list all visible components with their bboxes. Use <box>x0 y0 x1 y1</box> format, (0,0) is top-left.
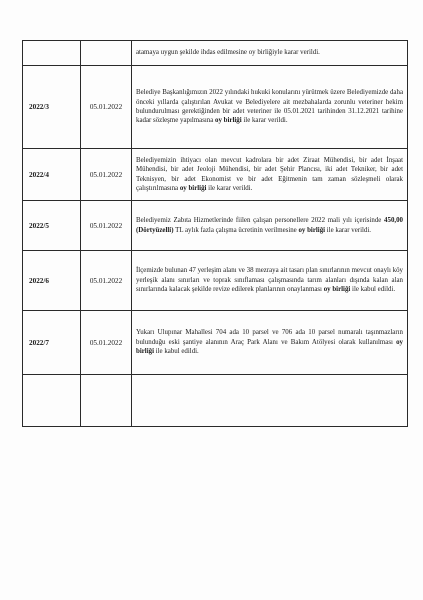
decision-text-run: ile karar verildi. <box>325 226 371 234</box>
decision-text-run: atamaya uygun şekilde ihdas edilmesine oy birliğiyle karar verildi. <box>136 49 320 57</box>
decision-date-cell: 05.01.2022 <box>81 66 132 149</box>
decision-text-run: ile kabul edildi. <box>154 348 199 356</box>
decision-text-cell <box>132 41 408 66</box>
decision-text-emphasis: oy birliği <box>136 338 403 356</box>
decision-text <box>136 266 403 294</box>
table-row <box>23 375 408 427</box>
decision-text <box>136 48 403 57</box>
decision-text-run: TL aylık fazla çalışma ücretinin verilmesine <box>173 226 299 234</box>
decision-date-cell <box>81 375 132 427</box>
decision-number-cell: 2022/3 <box>23 66 81 149</box>
decision-text-cell <box>132 66 408 149</box>
decision-text-cell <box>132 201 408 251</box>
decision-number-cell: 2022/7 <box>23 311 81 375</box>
decision-text-run: Belediyemizin ihtiyacı olan mevcut kadrolara bir adet Ziraat Mühendisi, bir adet İnşaat Mühendisi, bir adet Jeoloji Mühendisi, bir adet Şehir Plancısı, iki adet Tekniker, bir adet Teknisyen, bir adet Ekonomist ve bir adet Eğitmenin tam zaman sözleşmeli olarak çalıştırılmasına <box>136 156 403 192</box>
table-row <box>23 149 408 201</box>
decision-text <box>136 216 403 235</box>
decision-date-cell: 05.01.2022 <box>81 149 132 201</box>
decision-date-cell: 05.01.2022 <box>81 201 132 251</box>
decision-text-cell <box>132 311 408 375</box>
decision-text <box>136 88 403 126</box>
decision-text-cell <box>132 251 408 311</box>
decision-date-cell: 05.01.2022 <box>81 251 132 311</box>
decision-text-run: Belediyemiz Zabıta Hizmetlerinde fiilen çalışan personellere 2022 mali yılı içerisinde <box>136 217 385 225</box>
table-row <box>23 66 408 149</box>
decision-date-cell <box>81 41 132 66</box>
decision-text-run: Belediye Başkanlığımızın 2022 yılındaki hukuki konularını yürütmek üzere Belediyemizde daha önceki yıllarda çalıştırılan Avukat ve Belediyelere ait mezbahalarda zorunlu veteriner hekim bulundurulması gerektiğinden bir adet veteriner ile 05.01.2021 tarihinden 31.12.2021 tarihine kadar sözleşme yapılmasına <box>136 89 403 125</box>
decision-number-cell <box>23 41 81 66</box>
decision-text-emphasis: oy birliği <box>179 184 207 192</box>
decision-number-cell: 2022/4 <box>23 149 81 201</box>
decision-date-cell: 05.01.2022 <box>81 311 132 375</box>
table-row <box>23 251 408 311</box>
decision-text-cell <box>132 149 408 201</box>
decision-number-cell: 2022/6 <box>23 251 81 311</box>
decision-text-run: ile karar verildi. <box>241 117 288 125</box>
decision-text-emphasis: 450,00 (Dörtyüzelli) <box>136 217 403 234</box>
decision-text <box>136 328 403 356</box>
council-decisions-table <box>22 40 408 427</box>
table-row <box>23 311 408 375</box>
table-row <box>23 41 408 66</box>
decision-number-cell <box>23 375 81 427</box>
decision-text-run: İlçemizde bulunan 47 yerleşim alanı ve 38 mezraya ait tasarı plan sınırlarının mevcut onaylı köy yerleşik alanı sınırları ve toprak sınıflaması çalışmasında tarım alanları dışında kalan alan sınırlarında kalacak şekilde revize edilerek planlarının onaylanması <box>136 267 403 294</box>
table-row <box>23 201 408 251</box>
decision-text-cell <box>132 375 408 427</box>
decision-text-run: ile karar verildi. <box>206 184 253 192</box>
decision-number-cell: 2022/5 <box>23 201 81 251</box>
decision-text <box>136 156 403 194</box>
decision-text-emphasis: oy birliği <box>323 286 351 294</box>
decision-text-emphasis: oy birliği <box>298 226 326 234</box>
decision-text-emphasis: oy birliği <box>215 117 242 125</box>
decisions-table-body <box>23 41 408 427</box>
decision-text-run: ile kabul edildi. <box>350 286 396 294</box>
decision-text-run: Yukarı Ulupınar Mahallesi 704 ada 10 parsel ve 706 ada 10 parsel numaralı taşınmazların bulunduğu eski şantiye alanının Araç Park Alanı ve Bakım Atölyesi olarak kullanılması <box>136 329 403 346</box>
